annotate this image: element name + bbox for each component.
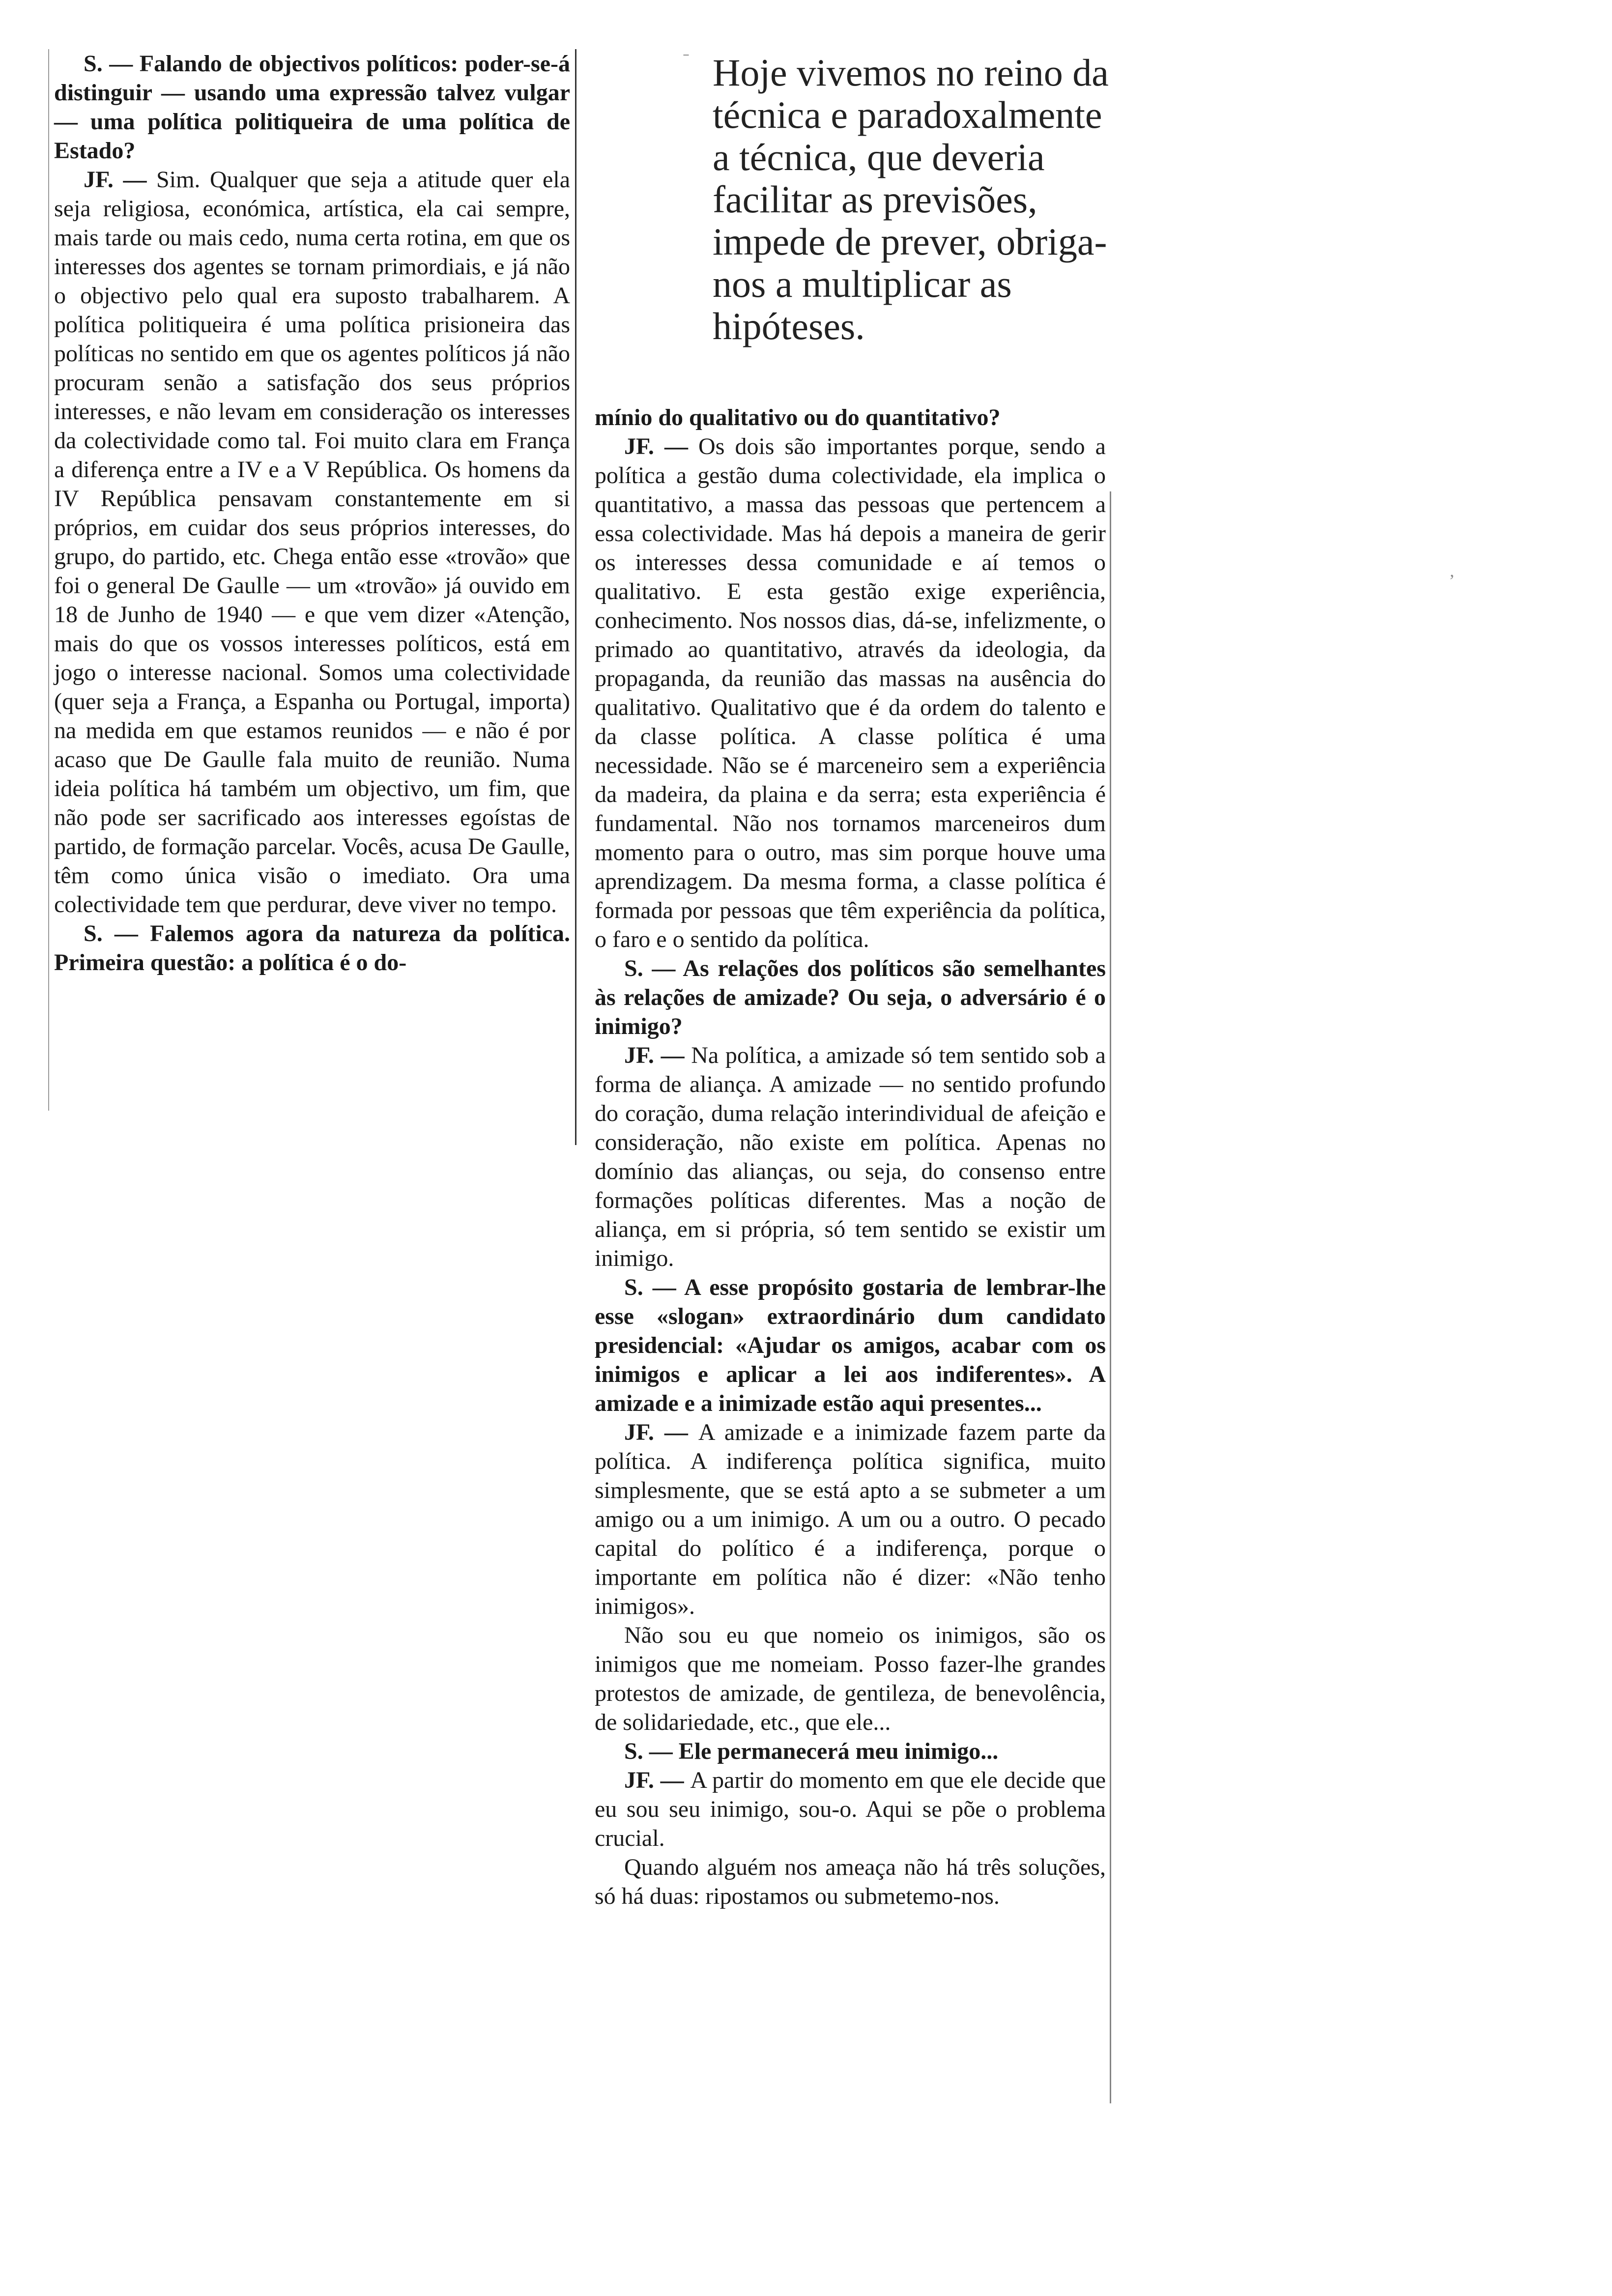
left-column-margin-rule [48,49,49,1111]
interview-question [54,49,570,165]
paragraph-text: Na política, a amizade só tem sentido sob a forma de aliança. A amizade — no sentido profundo do coração, duma relação interindividual de afeição e consideração, não existe em política. Apenas no domínio das alianças, ou seja, do consenso entre formações políticas diferentes. Mas a noção de aliança, em si própria, só tem sentido se existir um inimigo. [595,1042,1106,1271]
interview-question [54,919,570,977]
paragraph-text: Não sou eu que nomeio os inimigos, são os inimigos que me nomeiam. Posso fazer-lhe grandes protestos de amizade, de gentileza, de benevolência, de solidariedade, etc., que ele... [595,1622,1106,1735]
interview-answer [595,1621,1106,1737]
interview-answer [595,1766,1106,1853]
speaker-label: JF. — [624,1419,698,1445]
speaker-label: JF. — [624,1042,691,1068]
paragraph-text: Falando de objectivos políticos: poder-se-á distinguir — usando uma expressão talvez vulgar — uma política politiqueira de uma política de Estado? [54,51,570,164]
speaker-label: JF. — [84,167,157,193]
column-divider-rule [575,49,576,1145]
pull-quote: Hoje vivemos no reino da técnica e paradoxalmente a técnica, que deveria facilitar as previsões, impede de prever, obriga-nos a multiplicar as hipóteses. [713,51,1109,347]
paragraph-text: A amizade e a inimizade fazem parte da política. A indiferença política significa, muito simplesmente, que se está apto a se submeter a um amigo ou a um inimigo. A um ou a outro. O pecado capital do político é a indiferença, porque o importante em política não é dizer: «Não tenho inimigos». [595,1419,1106,1619]
interview-question [595,954,1106,1041]
interview-answer [595,1418,1106,1621]
paragraph-text: Falemos agora da natureza da política. Primeira questão: a política é o do- [54,920,571,976]
speaker-label: JF. — [624,433,699,459]
right-column-margin-rule [1110,491,1111,2103]
left-column [54,49,570,977]
speaker-label: S. — [84,920,150,947]
paragraph-text: As relações dos políticos são semelhantes às relações de amizade? Ou seja, o adversário é o inimigo? [595,955,1106,1039]
print-speck: ˉ [683,50,689,69]
paragraph-text: A partir do momento em que ele decide que eu sou seu inimigo, sou-o. Aqui se põe o problema crucial. [595,1767,1106,1851]
paragraph-text: Ele permanecerá meu inimigo... [678,1738,999,1764]
print-speck: , [1450,561,1454,580]
right-column [595,403,1106,1911]
interview-answer [595,1853,1106,1911]
interview-question [595,1273,1106,1418]
interview-answer [595,1041,1106,1273]
speaker-label: S. — [624,1738,679,1764]
speaker-label: S. — [624,955,683,981]
speaker-label: JF. — [624,1767,691,1793]
paragraph-text: Quando alguém nos ameaça não há três soluções, só há duas: ripostamos ou submetemo-nos. [595,1854,1106,1909]
paragraph-text: mínio do qualitativo ou do quantitativo? [595,404,1001,430]
interview-question [595,403,1106,432]
paragraph-text: A esse propósito gostaria de lembrar-lhe esse «slogan» extraordinário dum candidato presidencial: «Ajudar os amigos, acabar com os inimigos e aplicar a lei aos indiferentes». A amizade e a inimizade estão aqui presentes... [595,1274,1106,1416]
speaker-label: S. — [624,1274,685,1300]
paragraph-text: Os dois são importantes porque, sendo a política a gestão duma colectividade, ela implica o quantitativo, a massa das pessoas que pertencem a essa colectividade. Mas há depois a maneira de gerir os interesses dessa comunidade e aí temos o qualitativo. E esta gestão exige experiência, conhecimento. Nos nossos dias, dá-se, infelizmente, o primado ao quantitativo, através da ideologia, da propaganda, da reunião das massas na ausência do qualitativo. Qualitativo que é da ordem do talento e da classe política. A classe política é uma necessidade. Não se é marceneiro sem a experiência da madeira, da plaina e da serra; esta experiência é fundamental. Não nos tornamos marceneiros dum momento para o outro, mas sim porque houve uma aprendizagem. Da mesma forma, a classe política é formada por pessoas que têm experiência da política, o faro e o sentido da política. [595,433,1106,952]
paragraph-text: Sim. Qualquer que seja a atitude quer ela seja religiosa, económica, artística, ela cai sempre, mais tarde ou mais cedo, numa certa rotina, em que os interesses dos agentes se tornam primordiais, e já não o objectivo pelo qual era suposto trabalharem. A política politiqueira é uma política prisioneira das políticas no sentido em que os agentes políticos já não procuram senão a satisfação dos seus próprios interesses, e não levam em consideração os interesses da colectividade como tal. Foi muito clara em França a diferença entre a IV e a V República. Os homens da IV República pensavam constantemente em si próprios, em cuidar dos seus próprios interesses, do grupo, do partido, etc. Chega então esse «trovão» que foi o general De Gaulle — um «trovão» já ouvido em 18 de Junho de 1940 — e que vem dizer «Atenção, mais do que os vossos interesses políticos, está em jogo o interesse nacional. Somos uma colectividade (quer seja a França, a Espanha ou Portugal, importa) na medida em que estamos reunidos — e não é por acaso que De Gaulle fala muito de reunião. Numa ideia política há também um objectivo, um fim, que não pode ser sacrificado aos interesses egoístas de partido, de formação parcelar. Vocês, acusa De Gaulle, têm como única visão o imediato. Ora uma colectividade tem que perdurar, deve viver no tempo. [54,167,571,918]
interview-answer [595,432,1106,954]
interview-question [595,1737,1106,1766]
interview-answer [54,165,570,919]
speaker-label: S. — [84,51,140,77]
